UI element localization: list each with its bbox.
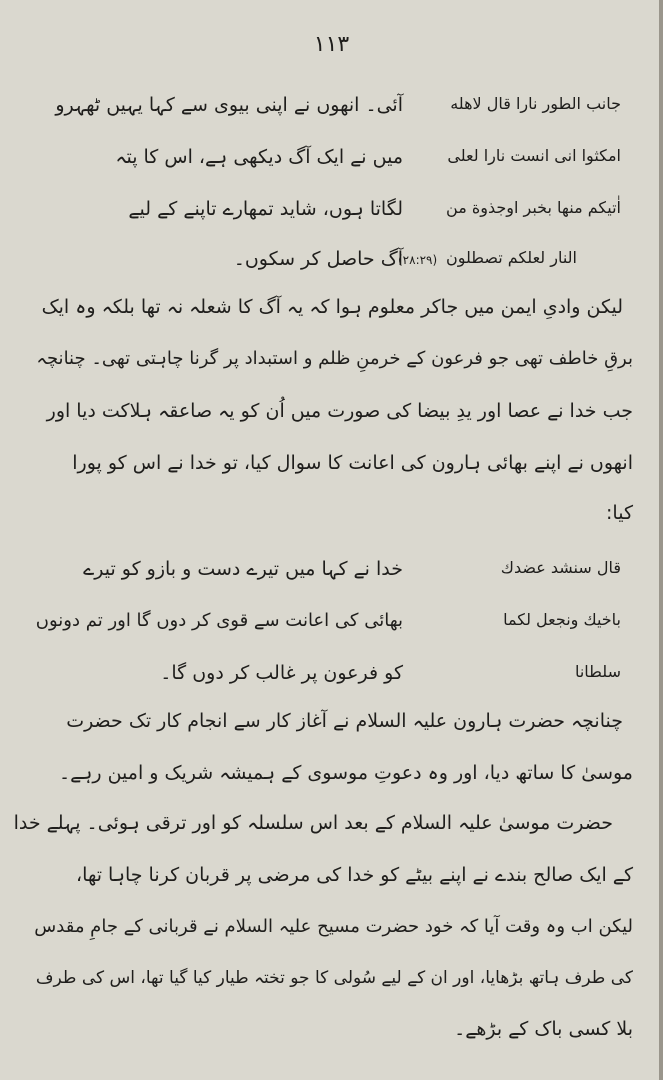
verse1-arabic-line-3: اٰتیکم منها بخبر اوجذوة من <box>446 198 621 217</box>
verse2-urdu-line-2: بھائی کی اعانت سے قوی کر دوں گا اور تم دونوں <box>35 610 403 631</box>
verse1-arabic-line-1: جانب الطور نارا قال لاهله <box>450 94 621 113</box>
verse1-urdu-line-3: لگاتا ہوں، شاید تمھارے تاپنے کے لیے <box>128 198 403 220</box>
paragraph1-line-2: برقِ خاطف تھی جو فرعون کے خرمنِ ظلم و استبداد پر گرنا چاہتی تھی۔ چنانچہ <box>36 348 633 369</box>
verse1-urdu-line-2: میں نے ایک آگ دیکھی ہے، اس کا پتہ <box>115 146 403 168</box>
paragraph1-line-4: انھوں نے اپنے بھائی ہارون کی اعانت کا سوال کیا، تو خدا نے اس کو پورا <box>72 452 633 474</box>
paragraph1-line-3: جب خدا نے عصا اور یدِ بیضا کی صورت میں اُن کو یہ صاعقہ ہلاکت دیا اور <box>46 400 633 422</box>
paragraph1-line-1: لیکن وادیِ ایمن میں جاکر معلوم ہوا کہ یہ آگ کا شعلہ نہ تھا بلکہ وہ ایک <box>41 296 623 318</box>
verse1-arabic-line-4: النار لعلکم تصطلون <box>445 248 577 267</box>
page-gutter-shadow <box>659 0 663 1080</box>
verse1-reference: (۲۸:۲۹) <box>398 253 438 267</box>
verse1-arabic-line-2: امکثوا انی انست نارا لعلی <box>447 146 621 165</box>
verse2-arabic-line-3: سلطانا <box>574 662 621 681</box>
verse2-urdu-line-1: خدا نے کہا میں تیرے دست و بازو کو تیرے <box>83 558 403 580</box>
paragraph3-line-2: کے ایک صالح بندے نے اپنے بیٹے کو خدا کی مرضی پر قربان کرنا چاہا تھا، <box>76 864 633 886</box>
paragraph3-line-1: حضرت موسیٰ علیہ السلام کے بعد اس سلسلہ کو اور ترقی ہوئی۔ پہلے خدا <box>13 812 613 834</box>
verse2-arabic-line-2: باخیك ونجعل لکما <box>503 610 621 629</box>
verse2-arabic-line-1: قال سنشد عضدك <box>500 558 621 577</box>
paragraph3-line-3: لیکن اب وہ وقت آیا کہ خود حضرت مسیح علیہ السلام نے قربانی کے جامِ مقدس <box>34 916 633 937</box>
paragraph2-line-1: چنانچہ حضرت ہارون علیہ السلام نے آغاز کار سے انجام کار تک حضرت <box>66 710 623 732</box>
verse1-urdu-line-4: آگ حاصل کر سکوں۔ <box>233 248 403 270</box>
paragraph2-line-2: موسیٰ کا ساتھ دیا، اور وہ دعوتِ موسوی کے ہمیشہ شریک و امین رہے۔ <box>58 762 633 784</box>
paragraph1-line-5: کیا: <box>606 502 633 524</box>
paragraph3-line-5: بلا کسی باک کے بڑھے۔ <box>454 1018 633 1040</box>
verse1-urdu-line-1: آئی۔ انھوں نے اپنی بیوی سے کہا یہیں ٹھہرو <box>55 94 403 116</box>
verse2-urdu-line-3: کو فرعون پر غالب کر دوں گا۔ <box>160 662 403 684</box>
paragraph3-line-4: کی طرف ہاتھ بڑھایا، اور ان کے لیے سُولی کا جو تختہ طیار کیا گیا تھا، اس کی طرف <box>35 968 633 988</box>
page-number: ۱۱۳ <box>313 32 350 57</box>
